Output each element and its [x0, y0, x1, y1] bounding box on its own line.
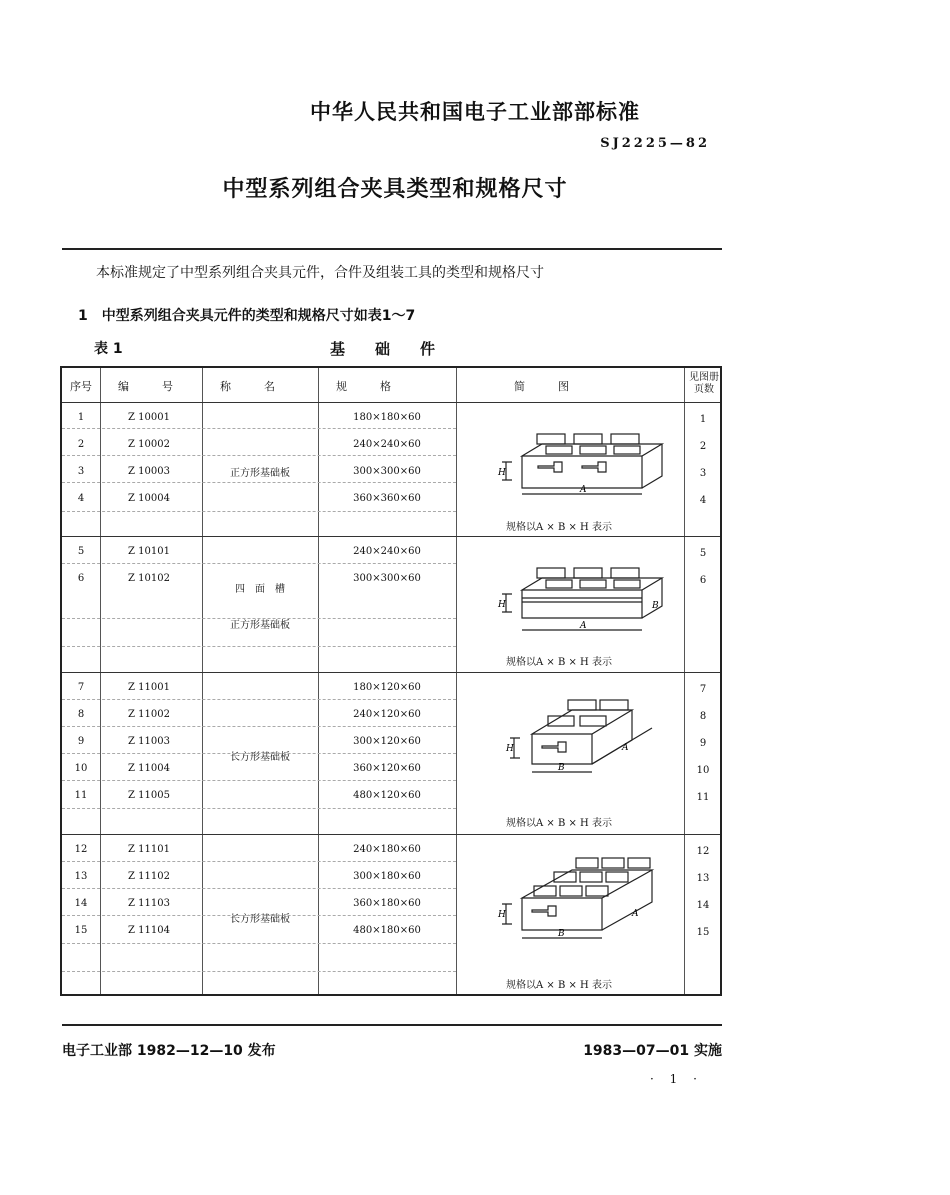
row-divider — [62, 780, 456, 781]
cell-page: 9 — [699, 738, 707, 749]
cell-spec: 480×180×60 — [353, 925, 421, 936]
cell-seq: 13 — [74, 871, 88, 882]
cell-code: Z 11104 — [128, 925, 170, 936]
cell-seq: 1 — [77, 412, 85, 423]
cell-spec: 240×240×60 — [353, 439, 421, 450]
cell-spec: 240×180×60 — [353, 844, 421, 855]
cell-code: Z 11004 — [128, 763, 170, 774]
group-rule — [62, 536, 720, 537]
cell-page: 12 — [696, 846, 710, 857]
column-divider — [100, 368, 101, 994]
cell-name-line2: 正方形基础板 — [230, 620, 290, 631]
cell-page: 1 — [699, 414, 707, 425]
table-label: 表 1 — [94, 341, 123, 357]
cell-page: 13 — [696, 873, 710, 884]
cell-page: 3 — [699, 468, 707, 479]
cell-spec: 300×300×60 — [353, 573, 421, 584]
header-rule — [62, 402, 720, 403]
fig-label-a: A — [632, 909, 639, 919]
row-divider — [62, 943, 456, 944]
page-number: · 1 · — [650, 1072, 703, 1086]
column-divider — [456, 368, 457, 994]
cell-seq: 9 — [77, 736, 85, 747]
cell-code: Z 10101 — [128, 546, 170, 557]
cell-name-line1: 四 面 槽 — [235, 584, 285, 595]
row-divider — [62, 699, 456, 700]
cell-page: 4 — [699, 495, 707, 506]
row-divider — [62, 646, 456, 647]
cell-code: Z 11101 — [128, 844, 170, 855]
cell-code: Z 10004 — [128, 493, 170, 504]
cell-code: Z 11002 — [128, 709, 170, 720]
section-heading: 1 中型系列组合夹具元件的类型和规格尺寸如表1～7 — [78, 308, 416, 324]
cell-name: 正方形基础板 — [230, 468, 290, 479]
fig-label-b: B — [558, 763, 565, 773]
cell-code: Z 11102 — [128, 871, 170, 882]
fig-label-b: B — [558, 929, 565, 939]
cell-seq: 15 — [74, 925, 88, 936]
cell-page: 2 — [699, 441, 707, 452]
column-divider — [202, 368, 203, 994]
header-figure: 简 图 — [514, 380, 569, 393]
header-name: 称 名 — [220, 380, 275, 393]
row-divider — [62, 808, 456, 809]
issue-date: 电子工业部 1982—12—10 发布 — [62, 1043, 276, 1059]
group-rule — [62, 834, 720, 835]
header-page: 见图册页数 — [689, 372, 719, 395]
row-divider — [62, 915, 456, 916]
figure-note: 规格以A × B × H 表示 — [506, 657, 612, 668]
row-divider — [62, 726, 456, 727]
cell-spec: 300×300×60 — [353, 466, 421, 477]
cell-seq: 14 — [74, 898, 88, 909]
fig-label-a: A — [580, 621, 587, 631]
row-divider — [62, 563, 456, 564]
header-rule — [62, 248, 722, 250]
fig-label-h: H — [498, 600, 506, 610]
header-code: 编 号 — [118, 380, 173, 393]
header-spec: 规 格 — [336, 380, 391, 393]
cell-code: Z 10102 — [128, 573, 170, 584]
figure-note: 规格以A × B × H 表示 — [506, 522, 612, 533]
document-title: 中型系列组合夹具类型和规格尺寸 — [222, 177, 568, 202]
four-slot-base-plate-figure — [492, 560, 672, 640]
fig-label-h: H — [498, 910, 506, 920]
base-parts-table — [60, 366, 722, 996]
rect-base-plate-large-figure — [492, 854, 672, 954]
cell-seq: 4 — [77, 493, 85, 504]
row-divider — [62, 482, 456, 483]
cell-code: Z 11103 — [128, 898, 170, 909]
cell-seq: 3 — [77, 466, 85, 477]
group-rule — [62, 672, 720, 673]
fig-label-a: A — [622, 743, 629, 753]
cell-seq: 11 — [74, 790, 88, 801]
fig-label-h: H — [506, 744, 514, 754]
cell-code: Z 11001 — [128, 682, 170, 693]
row-divider — [62, 428, 456, 429]
standard-code: SJ2225—82 — [600, 136, 710, 151]
intro-paragraph: 本标准规定了中型系列组合夹具元件，合件及组装工具的类型和规格尺寸 — [96, 265, 544, 281]
cell-seq: 8 — [77, 709, 85, 720]
cell-page: 11 — [696, 792, 710, 803]
rect-base-plate-figure — [492, 698, 672, 788]
cell-code: Z 10001 — [128, 412, 170, 423]
cell-name: 长方形基础板 — [230, 752, 290, 763]
cell-seq: 10 — [74, 763, 88, 774]
cell-page: 10 — [696, 765, 710, 776]
cell-spec: 360×120×60 — [353, 763, 421, 774]
cell-code: Z 11005 — [128, 790, 170, 801]
issuing-organization: 中华人民共和国电子工业部部标准 — [310, 100, 640, 124]
row-divider — [62, 618, 456, 619]
cell-seq: 7 — [77, 682, 85, 693]
row-divider — [62, 511, 456, 512]
cell-spec: 180×120×60 — [353, 682, 421, 693]
row-divider — [62, 861, 456, 862]
fig-label-a: A — [580, 485, 587, 495]
cell-code: Z 10003 — [128, 466, 170, 477]
row-divider — [62, 753, 456, 754]
fig-label-h: H — [498, 468, 506, 478]
cell-page: 15 — [696, 927, 710, 938]
square-base-plate-figure — [492, 426, 672, 506]
row-divider — [62, 455, 456, 456]
cell-spec: 300×180×60 — [353, 871, 421, 882]
cell-page: 7 — [699, 684, 707, 695]
cell-spec: 180×180×60 — [353, 412, 421, 423]
effective-date: 1983—07—01 实施 — [583, 1043, 722, 1059]
cell-seq: 12 — [74, 844, 88, 855]
cell-code: Z 10002 — [128, 439, 170, 450]
cell-page: 6 — [699, 575, 707, 586]
cell-spec: 240×240×60 — [353, 546, 421, 557]
row-divider — [62, 971, 456, 972]
footer-rule — [62, 1024, 722, 1026]
cell-seq: 6 — [77, 573, 85, 584]
header-seq: 序号 — [70, 380, 92, 393]
fig-label-b: B — [652, 601, 659, 611]
cell-spec: 360×180×60 — [353, 898, 421, 909]
cell-name: 长方形基础板 — [230, 914, 290, 925]
cell-spec: 240×120×60 — [353, 709, 421, 720]
cell-code: Z 11003 — [128, 736, 170, 747]
figure-note: 规格以A × B × H 表示 — [506, 818, 612, 829]
cell-seq: 5 — [77, 546, 85, 557]
cell-page: 5 — [699, 548, 707, 559]
figure-note: 规格以A × B × H 表示 — [506, 980, 612, 991]
cell-spec: 480×120×60 — [353, 790, 421, 801]
cell-seq: 2 — [77, 439, 85, 450]
cell-page: 14 — [696, 900, 710, 911]
cell-spec: 360×360×60 — [353, 493, 421, 504]
cell-spec: 300×120×60 — [353, 736, 421, 747]
row-divider — [62, 888, 456, 889]
cell-page: 8 — [699, 711, 707, 722]
table-name: 基础件 — [330, 340, 466, 358]
